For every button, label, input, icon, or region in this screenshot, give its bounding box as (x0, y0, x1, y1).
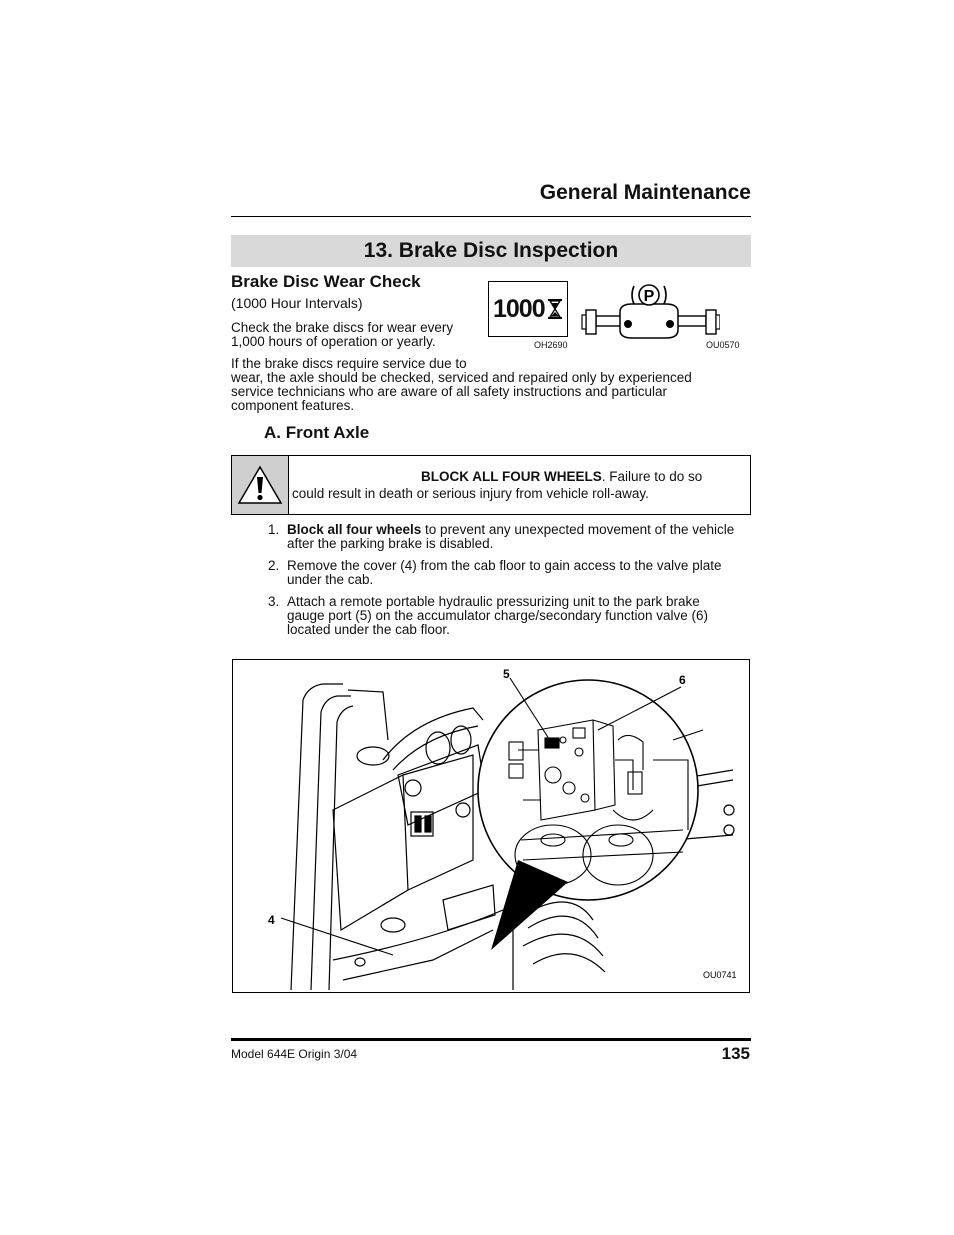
procedure-steps (268, 523, 752, 645)
section-title-bar (231, 235, 751, 267)
warning-triangle-icon (237, 465, 283, 505)
cab-floor-illustration (232, 659, 750, 993)
parking-symbol-letter: P (643, 288, 655, 305)
footer-rule (231, 1038, 751, 1041)
front-axle-heading: A. Front Axle (264, 423, 370, 442)
callout-5: 5 (503, 667, 510, 681)
figure-code: OU0741 (703, 970, 737, 980)
warning-box (231, 455, 751, 515)
header-rule (231, 216, 751, 217)
step-item: 3. Attach a remote portable hydraulic pressurizing unit to the park brake gauge port (5) on the accumulator charge/secondary function valve (6) located under the cab floor. (268, 594, 708, 637)
footer-model-origin: Model 644E Origin 3/04 (231, 1047, 358, 1061)
warning-line-1: BLOCK ALL FOUR WHEELS. Failure to do so (421, 469, 703, 484)
section-title: 13. Brake Disc Inspection (363, 239, 619, 262)
chapter-title: General Maintenance (539, 181, 751, 204)
warning-icon-panel (232, 456, 289, 514)
page-number: 135 (721, 1044, 750, 1063)
callout-4: 4 (268, 913, 275, 927)
cab-floor-drawing (233, 660, 749, 992)
wear-check-heading: Brake Disc Wear Check (231, 272, 421, 291)
hour-interval-value: 1000 (493, 294, 545, 323)
hour-interval-icon (488, 281, 568, 337)
wear-check-paragraph-2: If the brake discs require service due to wear, the axle should be checked, serviced and repaired only by experienced service technicians who are aware of all safety instructions and particular component features. (231, 356, 692, 413)
warning-line-2: could result in death or serious injury from vehicle roll-away. (292, 486, 649, 501)
hour-icon-code: OH2690 (534, 340, 568, 350)
wear-check-paragraph-1: Check the brake discs for wear every 1,000 hours of operation or yearly. (231, 320, 454, 349)
step-item: 2. Remove the cover (4) from the cab floor to gain access to the valve plate under the cab. (268, 558, 722, 587)
hourglass-icon (547, 298, 563, 320)
interval-text: (1000 Hour Intervals) (231, 295, 363, 311)
axle-parking-brake-icon (580, 278, 720, 342)
callout-6: 6 (679, 673, 686, 687)
step-item: 1. Block all four wheels to prevent any unexpected movement of the vehicle after the parking brake is disabled. (268, 522, 735, 551)
axle-icon-code: OU0570 (706, 340, 740, 350)
